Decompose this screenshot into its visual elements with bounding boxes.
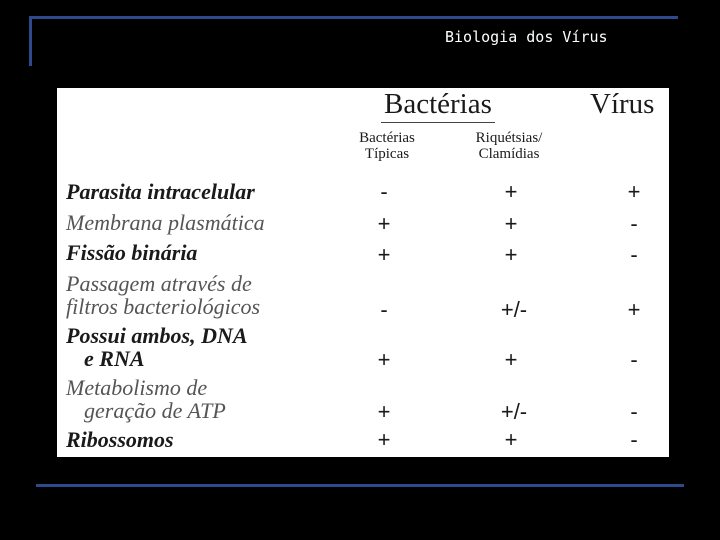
cell-riquetsias: + [504,427,518,452]
row-label-line: Fissão binária [66,240,198,265]
row-label-line: Passagem através de [66,271,252,296]
subheader-riquetsias-line1: Riquétsias/ [475,130,543,146]
header-underline [381,122,495,123]
cell-virus: + [627,179,641,204]
frame-left-rule [29,16,32,66]
row-label-line: Parasita intracelular [66,179,255,204]
row-label-line: e RNA [84,346,145,371]
row-label-fissao [66,241,197,264]
cell-riquetsias: +/- [500,297,528,322]
cell-virus: - [630,211,638,236]
cell-virus: - [630,347,638,372]
subheader-tipicas-line2: Típicas [364,146,410,162]
row-label-metabolismo [66,376,226,422]
row-label-membrana [66,211,265,234]
frame-top-rule [29,16,678,19]
header-virus: Vírus [590,88,655,120]
cell-tipicas: + [377,399,391,424]
cell-virus: - [630,427,638,452]
row-label-line: filtros bacteriológicos [66,294,261,319]
cell-tipicas: - [380,179,388,204]
row-label-line: Metabolismo de [66,375,208,400]
subheader-tipicas [351,130,423,162]
cell-riquetsias: +/- [500,399,528,424]
frame-bottom-rule [36,484,684,487]
cell-riquetsias: + [504,242,518,267]
row-label-line: Possui ambos, DNA [66,323,248,348]
row-label-line: Membrana plasmática [66,210,265,235]
row-label-passagem [66,272,260,318]
subheader-riquetsias [467,130,551,162]
cell-virus: + [627,297,641,322]
header-bacterias: Bactérias [384,88,492,120]
row-label-dna-rna [66,324,248,370]
row-label-ribossomos [66,428,174,451]
cell-riquetsias: + [504,347,518,372]
cell-tipicas: - [380,297,388,322]
cell-tipicas: + [377,211,391,236]
row-label-line: geração de ATP [84,398,226,423]
row-label-parasita [66,180,255,203]
cell-virus: - [630,242,638,267]
cell-tipicas: + [377,347,391,372]
cell-tipicas: + [377,242,391,267]
cell-riquetsias: + [504,179,518,204]
comparison-table [57,88,669,457]
slide-title: Biologia dos Vírus [445,28,608,46]
subheader-riquetsias-line2: Clamídias [478,146,540,162]
subheader-tipicas-line1: Bactérias [359,130,415,146]
cell-virus: - [630,399,638,424]
row-label-line: Ribossomos [66,427,174,452]
cell-tipicas: + [377,427,391,452]
cell-riquetsias: + [504,211,518,236]
